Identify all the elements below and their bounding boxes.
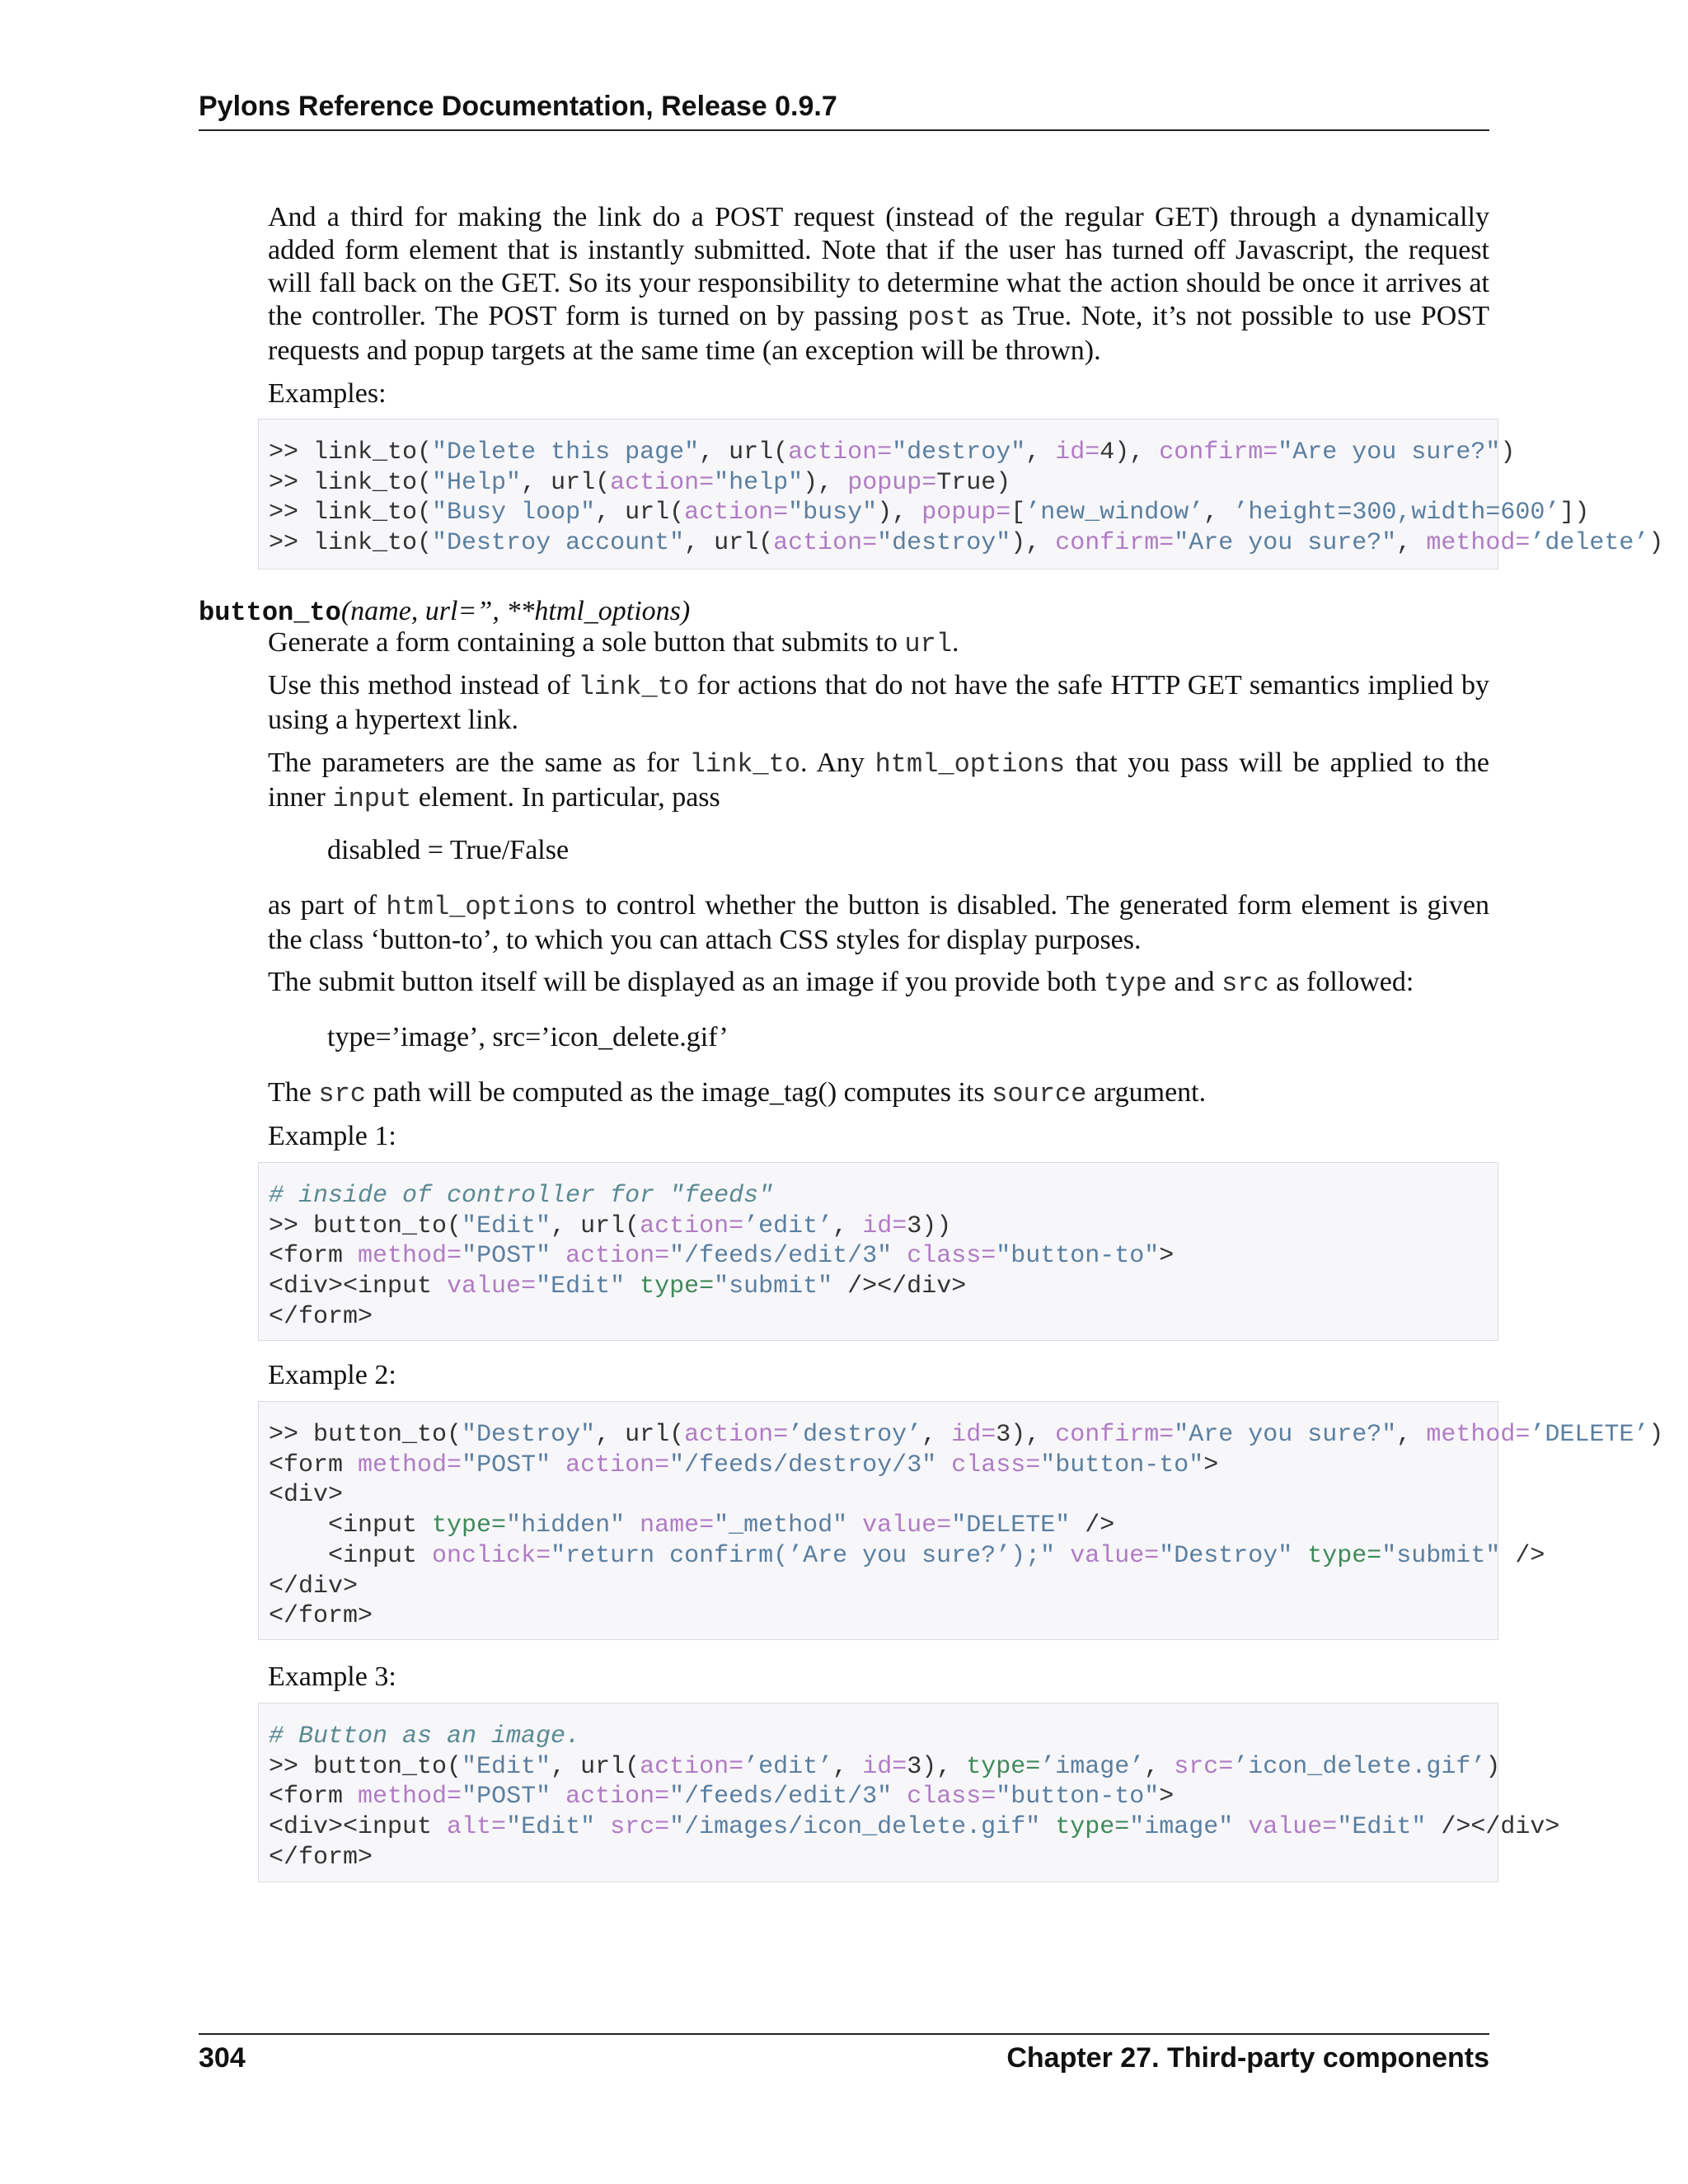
- intro-text-b: as True. Note, it’s not possible to use POST requests and popup targets at the same time (an exception will be thrown).: [268, 301, 1489, 366]
- desc3-text-a: The parameters are the same as for: [268, 748, 690, 778]
- example3-label: Example 3:: [268, 1661, 396, 1692]
- examples-label: Examples:: [268, 378, 387, 409]
- desc-paragraph-1: [268, 626, 1489, 661]
- code-link-to: link_to: [578, 672, 690, 702]
- code-html-options: html_options: [874, 749, 1066, 780]
- desc1-text-b: .: [951, 627, 959, 658]
- desc1-text-a: Generate a form containing a sole button that submits to: [268, 627, 905, 658]
- desc4-text-b: to control whether the button is disabled. The generated form element is given the class ‘button-to’, to which you can attach CSS styles for display purposes.: [268, 890, 1489, 955]
- desc2-text-b: for actions that do not have the safe HTTP GET semantics implied by using a hypertext link.: [268, 670, 1489, 735]
- desc-paragraph-4: [268, 889, 1489, 957]
- page-number: 304: [199, 2042, 246, 2074]
- code-listing-example-2: >> button_to("Destroy", url(action=’destroy’, id=3), confirm="Are you sure?", method=’DELETE’) <form method="POST" action="/feeds/destroy/3" class="button-to"> <div> <input type="hidden" name="_method" value="DELETE" /> <input onclick="return confirm(’Are you sure?’);" value="Destroy" type="submit" /> </div> </form>: [269, 1421, 1664, 1631]
- desc6-text-a: The: [268, 1077, 319, 1108]
- desc-paragraph-6: [268, 1076, 1489, 1111]
- header-rule: [199, 129, 1489, 131]
- desc3-text-b: . Any: [800, 748, 875, 778]
- function-signature: [199, 595, 690, 630]
- desc-paragraph-5: [268, 966, 1489, 1001]
- code-source: source: [992, 1079, 1087, 1109]
- disabled-line: disabled = True/False: [327, 835, 570, 865]
- code-src: src: [1221, 968, 1269, 999]
- code-listing-example-1: # inside of controller for "feeds" >> button_to("Edit", url(action=’edit’, id=3)) <form method="POST" action="/feeds/edit/3" class="button-to"> <div><input value="Edit" type="submit" /></div> </form>: [269, 1182, 1175, 1331]
- code-input: input: [332, 784, 412, 814]
- footer-rule: [199, 2033, 1489, 2035]
- example2-label: Example 2:: [268, 1360, 396, 1390]
- desc6-text-b: path will be computed as the image_tag() computes its: [365, 1077, 992, 1108]
- function-name: button_to: [199, 598, 341, 628]
- desc5-text-b: and: [1166, 967, 1222, 997]
- code-post: post: [907, 302, 971, 333]
- desc5-text-c: as followed:: [1268, 967, 1414, 997]
- desc2-text-a: Use this method instead of: [268, 670, 579, 701]
- code-listing-link-to: >> link_to("Delete this page", url(action="destroy", id=4), confirm="Are you sure?") >> link_to("Help", url(action="help"), popup=True) >> link_to("Busy loop", url(action="busy"), popup=[’new_window’, ’height=300,width=600’]) >> link_to("Destroy account", url(action="destroy"), confirm="Are you sure?", method=’delete’): [269, 438, 1664, 558]
- example1-label: Example 1:: [268, 1121, 396, 1151]
- desc3-text-d: element. In particular, pass: [411, 782, 720, 813]
- type-line: type=’image’, src=’icon_delete.gif’: [327, 1022, 729, 1052]
- chapter-title: Chapter 27. Third-party components: [1006, 2042, 1489, 2074]
- code-block-link-to: [258, 419, 1664, 569]
- code-block-example-1: [258, 1162, 1498, 1341]
- code-block-example-2: [258, 1401, 1664, 1640]
- code-type: type: [1104, 968, 1167, 999]
- desc3-text-c: that you pass will be applied to the inner: [268, 748, 1490, 813]
- desc5-text-a: The submit button itself will be displayed as an image if you provide both: [268, 967, 1104, 997]
- desc4-text-a: as part of: [268, 890, 387, 921]
- code-url: url: [904, 629, 952, 659]
- desc-paragraph-2: [268, 669, 1489, 737]
- running-header: Pylons Reference Documentation, Release 0.9.7: [199, 91, 837, 122]
- code-block-example-3: [258, 1703, 1560, 1882]
- function-params: (name, url=”, **html_options): [340, 596, 691, 626]
- code-listing-example-3: # Button as an image. >> button_to("Edit", url(action=’edit’, id=3), type=’image’, src=’icon_delete.gif’) <form method="POST" action="/feeds/edit/3" class="button-to"> <div><input alt="Edit" src="/images/icon_delete.gif" type="image" value="Edit" /></div> </form>: [269, 1722, 1560, 1872]
- code-html-options-2: html_options: [386, 892, 576, 922]
- code-src-2: src: [318, 1079, 366, 1109]
- intro-paragraph: [268, 201, 1489, 368]
- desc-paragraph-3: [268, 747, 1489, 816]
- intro-text-a: And a third for making the link do a POST request (instead of the regular GET) through a dynamically added form element that is instantly submitted. Note that if the user has turned off Javascript, the request will fall back on the GET. So its your responsibility to determine what the action should be once it arrives at the controller. The POST form is turned on by passing: [268, 202, 1489, 331]
- code-link-to-2: link_to: [689, 749, 801, 780]
- desc6-text-c: argument.: [1086, 1077, 1207, 1108]
